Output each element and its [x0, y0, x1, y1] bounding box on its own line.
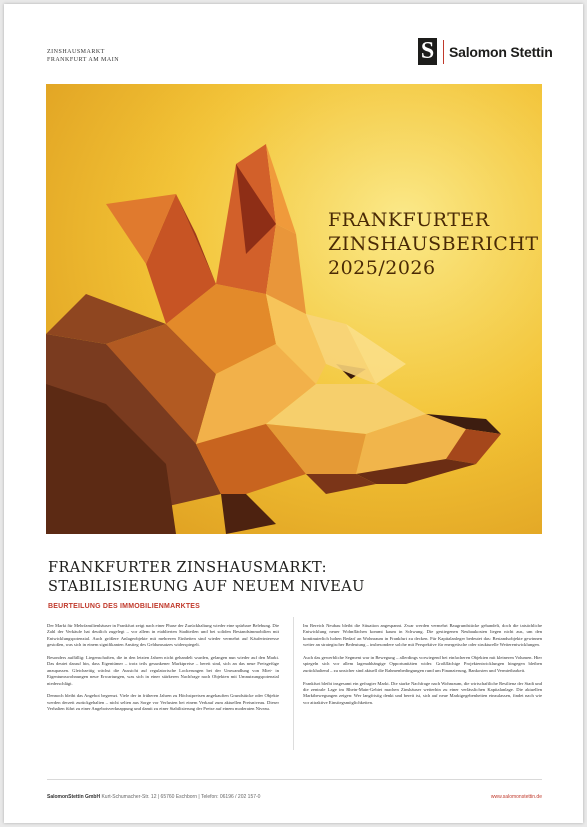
footer-website-link[interactable]: www.salomonstettin.de [490, 794, 542, 800]
paragraph: Der Markt für Mehrfamilienhäuser in Frankfurt zeigt nach einer Phase der Zurückhaltung wieder eine spürbare Belebung. Die Zahl der Verkäufe hat deutlich zugelegt – vor allem in etablierten Stadtteilen und bei soliden Bestandsimmobilien mit Entwicklungspotenzial. Auch größere Anlageobjekte mit mehreren Einheiten sind wieder vermehrt auf Käuferinteresse gestoßen, was sich in einem signifikanten Anstieg des Geldumsatzes widerspiegelt. [47, 623, 279, 648]
kicker-line-2: FRANKFURT AM MAIN [47, 57, 120, 63]
paragraph: Im Bereich Neubau bleibt die Situation angespannt. Zwar werden vermehrt Baugrundstücke gehandelt, doch die tatsächliche Entwicklung neuer Wohnflächen kommt kaum in Schwung. Die gestiegenen Neubaukosten liegen nicht aus, um den kontinuierlich hohen Bedarf an Wohnraum in Frankfurt zu decken. Für Kapitalanleger bedeutet das: Bestandsobjekte gewinnen weiter an strategischer Bedeutung – insbesondere solche mit Perspektive für energetische oder strukturelle Weiterentwicklungen. [303, 623, 542, 648]
brochure-page [4, 4, 583, 823]
header-kicker [47, 48, 119, 64]
logo-text: Salomon Stettin [449, 43, 553, 60]
logo-separator [443, 40, 444, 64]
paragraph: Frankfurt bleibt insgesamt ein gefragter Markt. Die starke Nachfrage nach Wohnraum, die wirtschaftliche Resilienz der Stadt und die zentrale Lage im Rhein-Main-Gebiet machen Zinshäuser weiterhin zu einer verlässlichen Kapitalanlage. Die aktuellen Marktbewegungen zeigen: Wer langfristig denkt und bereit ist, sich auf neue Marktgegebenheiten einzulassen, findet nach wie vor attraktive Einstiegsmöglichkeiten. [303, 680, 542, 705]
hero-title [328, 208, 539, 280]
footer-divider [47, 779, 542, 780]
column-divider [293, 617, 294, 750]
hero-title-line-1: FRANKFURTER [328, 209, 490, 231]
hero-image [46, 84, 542, 534]
footer-company: SalomonStettin GmbH [47, 794, 101, 800]
logo-mark-icon: S [418, 38, 437, 65]
article-column-right [303, 623, 542, 713]
headline-line-2: STABILISIERUNG AUF NEUEM NIVEAU [48, 579, 365, 595]
footer-address: Kurt-Schumacher-Str. 12 | 65760 Eschborn | Telefon: 06196 / 202 157-0 [101, 794, 261, 800]
paragraph: Dennoch bleibt das Angebot begrenzt. Viele der in früheren Jahren zu Höchstpreisen angekauften Grundstücke oder Objekte werden derzeit zurückgehalten – nicht selten aus Sorge vor Verlusten bei einem Verkauf zum aktuellen Preisniveau. Dieser Verhalten führt zu einer Angebotsverknappung und damit zu einer Stabilisierung der Preise auf einem moderaten Niveau. [47, 693, 279, 712]
headline-line-1: FRANKFURTER ZINSHAUSMARKT: [48, 560, 327, 576]
hero-title-line-2: ZINSHAUSBERICHT [328, 233, 539, 255]
paragraph: Auch das gewerbliche Segment war in Bewegung – allerdings vorwiegend bei einfacheren Objekten mit kleineren Volumen. Hier spiegeln sich vor allem lagenabhängige Opportunitäten wider. Großflächige Projektentwicklungen hingegen bleiben zurückhaltend – zu unsicher sind aktuell die Rahmenbedingungen rund um Finanzierung, Bankosten und Vermietbarkeit. [303, 655, 542, 673]
article-column-left [47, 623, 279, 719]
company-logo[interactable] [418, 38, 553, 65]
low-poly-fox-icon [46, 84, 542, 534]
article-headline [48, 559, 365, 597]
kicker-line-1: ZINSHAUSMARKT [47, 49, 105, 55]
paragraph: Besonders auffällig: Liegenschaften, die in den letzten Jahren nicht gehandelt wurden, gelangen nun wieder auf den Markt. Das deutet darauf hin, dass Eigentümer – trotz teils gesunkener Marktpreise – bereit sind, sich an das neue Preisgefüge anzupassen. Gleichzeitig wächst die Aussicht auf regulatorische Lockerungen bei der Umwandlung von Miet- in Eigentumswohnungen neue Erwartungen, was sich in einer stärkeren Nachfrage nach Objekten mit Umnutzungspotenzial niederschlägt. [47, 655, 279, 686]
article-subheadline: BEURTEILUNG DES IMMOBILIENMARKTES [48, 603, 201, 610]
footer-contact [47, 794, 260, 800]
hero-title-line-3: 2025/2026 [328, 257, 436, 279]
